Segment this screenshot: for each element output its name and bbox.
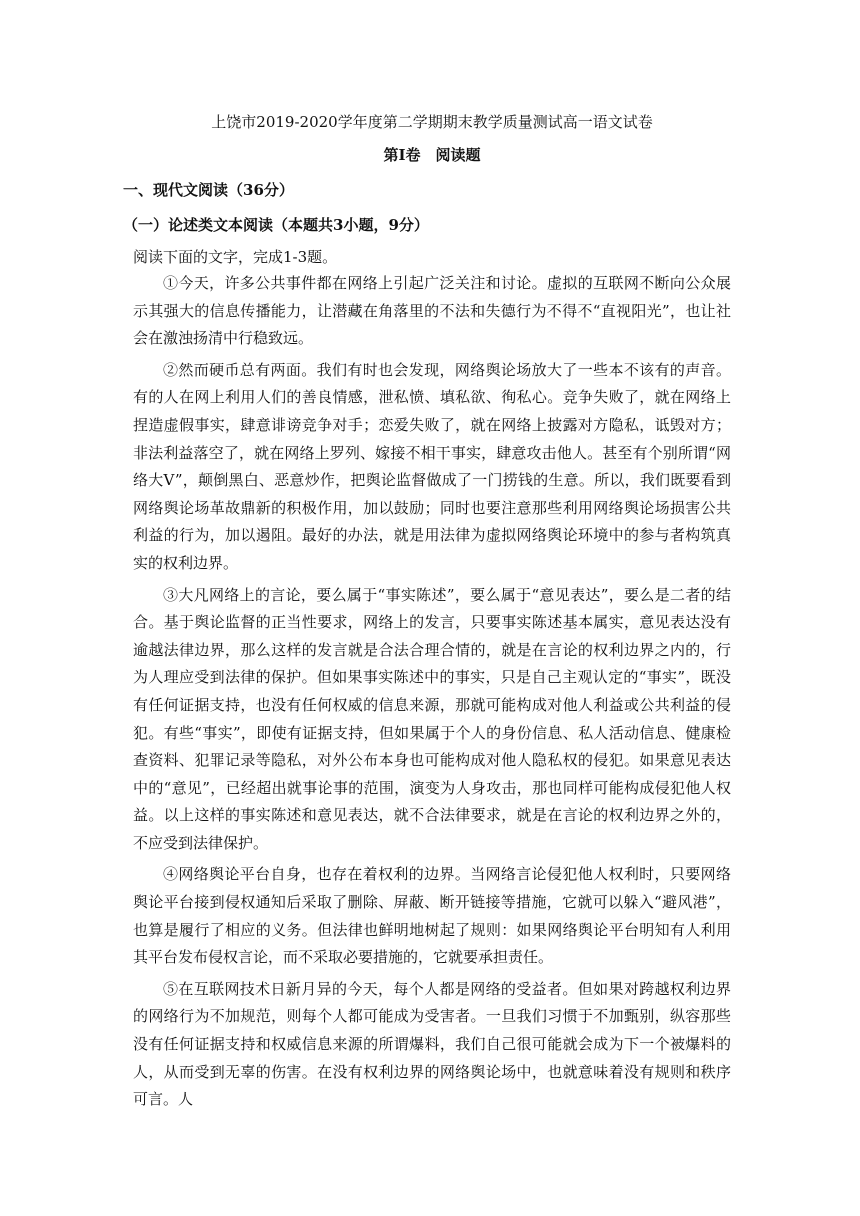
section-heading: 一、现代文阅读（36分）	[123, 181, 294, 199]
part-heading: 第Ⅰ卷 阅读题	[383, 146, 481, 164]
paragraph-2: ②然而硬币总有两面。我们有时也会发现，网络舆论场放大了一些本不该有的声音。有的人在网上利用人们的善良情感，泄私愤、填私欲、徇私心。竞争失败了，就在网络上捏造虚假事实，肆意诽谤竞争对手；恋爱失败了，就在网络上披露对方隐私，诋毁对方；非法利益落空了，就在网络上罗列、嫁接不相干事实，肆意攻击他人。甚至有个别所谓“网络大V”，颠倒黑白、恶意炒作，把舆论监督做成了一门捞钱的生意。所以，我们既要看到网络舆论场革故鼎新的积极作用，加以鼓励；同时也要注意那些利用网络舆论场损害公共利益的行为，加以遏阻。最好的办法，就是用法律为虚拟网络舆论环境中的参与者构筑真实的权利边界。	[133, 360, 731, 572]
paragraph-5: ⑤在互联网技术日新月异的今天，每个人都是网络的受益者。但如果对跨越权利边界的网络行为不加规范，则每个人都可能成为受害者。一旦我们习惯于不加甄别，纵容那些没有任何证据支持和权威信息来源的所谓爆料，我们自己很可能就会成为下一个被爆料的人，从而受到无辜的伤害。在没有权利边界的网络舆论场中，也就意味着没有规则和秩序可言。人	[133, 979, 731, 1109]
reading-instruction: 阅读下面的文字，完成1-3题。	[133, 248, 338, 266]
page-content	[123, 110, 731, 1118]
paragraph-4: ④网络舆论平台自身，也存在着权利的边界。当网络言论侵犯他人权利时，只要网络舆论平台接到侵权通知后采取了删除、屏蔽、断开链接等措施，它就可以躲入“避风港”，也算是履行了相应的义务。但法律也鲜明地树起了规则：如果网络舆论平台明知有人利用其平台发布侵权言论，而不采取必要措施的，它就要承担责任。	[133, 865, 731, 967]
paragraph-1: ①今天，许多公共事件都在网络上引起广泛关注和讨论。虚拟的互联网不断向公众展示其强大的信息传播能力，让潜藏在角落里的不法和失德行为不得不“直视阳光”，也让社会在激浊扬清中行稳致远。	[133, 274, 731, 348]
exam-title: 上饶市2019-2020学年度第二学期期末教学质量测试高一语文试卷	[211, 113, 653, 131]
paragraph-3: ③大凡网络上的言论，要么属于“事实陈述”，要么属于“意见表达”，要么是二者的结合。基于舆论监督的正当性要求，网络上的发言，只要事实陈述基本属实，意见表达没有逾越法律边界，那么这样的发言就是合法合理合情的，就是在言论的权利边界之内的，行为人理应受到法律的保护。但如果事实陈述中的事实，只是自己主观认定的“事实”，既没有任何证据支持，也没有任何权威的信息来源，那就可能构成对他人利益或公共利益的侵犯。有些“事实”，即使有证据支持，但如果属于个人的身份信息、私人活动信息、健康检查资料、犯罪记录等隐私，对外公布本身也可能构成对他人隐私权的侵犯。如果意见表达中的“意见”，已经超出就事论事的范围，演变为人身攻击，那也同样可能构成侵犯他人权益。以上这样的事实陈述和意见表达，就不合法律要求，就是在言论的权利边界之外的，不应受到法律保护。	[133, 585, 731, 852]
subsection-heading: （一）论述类文本阅读（本题共3小题，9分）	[123, 216, 429, 234]
